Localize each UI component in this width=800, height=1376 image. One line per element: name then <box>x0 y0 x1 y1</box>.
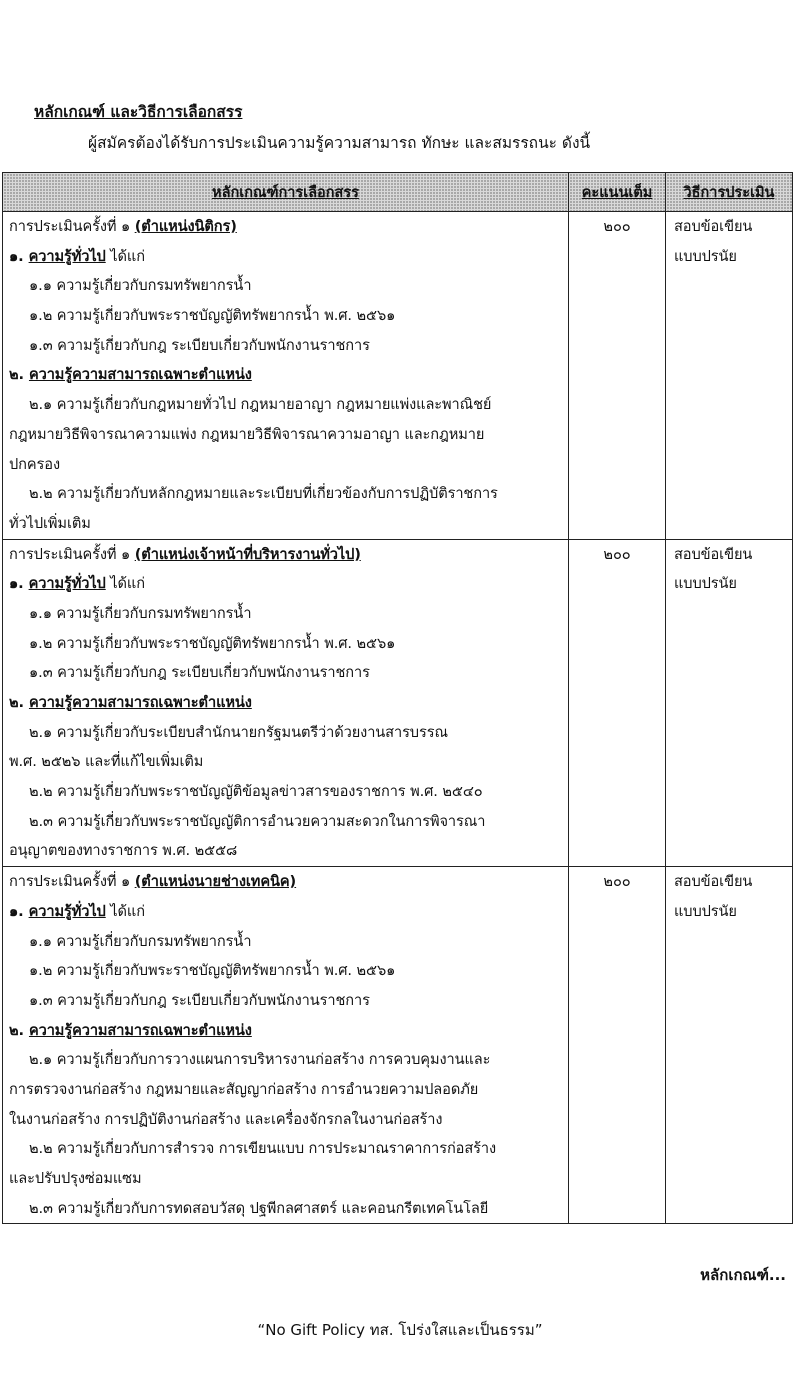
section-method-cell <box>666 867 793 1224</box>
header-full-score: คะแนนเต็ม <box>569 173 666 212</box>
general-knowledge-item: ๑.๓ ความรู้เกี่ยวกับกฎ ระเบียบเกี่ยวกับพนักงานราชการ <box>29 991 370 1009</box>
general-knowledge-title: ความรู้ทั่วไป <box>28 575 106 593</box>
criteria-heading: หลักเกณฑ์ และวิธีการเลือกสรร <box>34 103 243 121</box>
assessment-method-line: สอบข้อเขียน <box>674 218 753 235</box>
specific-knowledge-title: ความรู้ความสามารถเฉพาะตำแหน่ง <box>28 694 252 711</box>
section-position: (ตำแหน่งนิติกร) <box>134 218 237 235</box>
general-knowledge-suffix: ได้แก่ <box>105 902 145 920</box>
general-knowledge-heading <box>3 242 568 272</box>
general-knowledge-item: ๑.๒ ความรู้เกี่ยวกับพระราชบัญญัติทรัพยากรน้ำ พ.ศ. ๒๕๖๑ <box>29 962 396 980</box>
assessment-method-line: แบบปรนัย <box>674 902 737 920</box>
section-title-prefix: การประเมินครั้งที่ ๑ <box>9 218 135 235</box>
general-knowledge-heading <box>3 569 568 599</box>
item-number: ๑. <box>9 575 29 593</box>
full-score-value: ๒๐๐ <box>603 873 631 891</box>
specific-knowledge-item-continued: ในงานก่อสร้าง การปฏิบัติงานก่อสร้าง และเครื่องจักรกลในงานก่อสร้าง <box>9 1110 443 1128</box>
general-knowledge-item: ๑.๑ ความรู้เกี่ยวกับกรมทรัพยากรน้ำ <box>29 932 252 950</box>
criteria-table-body <box>3 212 793 1224</box>
specific-knowledge-item-continued: พ.ศ. ๒๕๒๖ และที่แก้ไขเพิ่มเติม <box>9 753 204 771</box>
general-knowledge-suffix: ได้แก่ <box>105 247 145 265</box>
section-criteria-cell <box>3 867 569 1224</box>
assessment-method-line: แบบปรนัย <box>674 575 737 593</box>
general-knowledge-item: ๑.๓ ความรู้เกี่ยวกับกฎ ระเบียบเกี่ยวกับพนักงานราชการ <box>29 664 370 682</box>
section-position: (ตำแหน่งเจ้าหน้าที่บริหารงานทั่วไป) <box>134 545 361 563</box>
general-knowledge-item: ๑.๒ ความรู้เกี่ยวกับพระราชบัญญัติทรัพยากรน้ำ พ.ศ. ๒๕๖๑ <box>29 634 396 652</box>
general-knowledge-item: ๑.๓ ความรู้เกี่ยวกับกฎ ระเบียบเกี่ยวกับพนักงานราชการ <box>29 336 370 354</box>
specific-knowledge-item-continued: อนุญาตของทางราชการ พ.ศ. ๒๕๕๘ <box>9 842 238 860</box>
specific-knowledge-item-continued: การตรวจงานก่อสร้าง กฎหมายและสัญญาก่อสร้าง การอำนวยความปลอดภัย <box>9 1080 479 1098</box>
header-criteria: หลักเกณฑ์การเลือกสรร <box>3 173 569 212</box>
section-position: (ตำแหน่งนายช่างเทคนิค) <box>134 873 297 891</box>
header-method: วิธีการประเมิน <box>666 173 793 212</box>
general-knowledge-title: ความรู้ทั่วไป <box>28 247 106 265</box>
specific-knowledge-title: ความรู้ความสามารถเฉพาะตำแหน่ง <box>28 366 252 384</box>
specific-knowledge-item-continued: ปกครอง <box>9 455 60 473</box>
section-title <box>3 540 568 570</box>
specific-knowledge-item: ๒.๒ ความรู้เกี่ยวกับการสำรวจ การเขียนแบบ การประมาณราคาการก่อสร้าง <box>29 1140 497 1158</box>
item-number: ๒. <box>9 1021 29 1039</box>
section-title <box>3 867 568 897</box>
general-knowledge-item: ๑.๑ ความรู้เกี่ยวกับกรมทรัพยากรน้ำ <box>29 277 252 295</box>
specific-knowledge-item: ๒.๓ ความรู้เกี่ยวกับพระราชบัญญัติการอำนวยความสะดวกในการพิจารณา <box>29 812 486 830</box>
specific-knowledge-item-continued: ทั่วไปเพิ่มเติม <box>9 514 91 532</box>
table-header-row <box>3 173 793 212</box>
section-title <box>3 212 568 242</box>
item-number: ๑. <box>9 247 29 265</box>
specific-knowledge-item-continued: และปรับปรุงซ่อมแซม <box>9 1170 142 1187</box>
criteria-table <box>2 172 793 1224</box>
specific-knowledge-heading <box>3 688 568 718</box>
continuation-text: หลักเกณฑ์... <box>700 1266 786 1284</box>
assessment-method-line: สอบข้อเขียน <box>674 873 753 891</box>
intro-text: ผู้สมัครต้องได้รับการประเมินความรู้ความสามารถ ทักษะ และสมรรถนะ ดังนี้ <box>88 134 591 152</box>
section-row <box>3 539 793 867</box>
section-row <box>3 212 793 540</box>
section-row <box>3 867 793 1224</box>
general-knowledge-item: ๑.๒ ความรู้เกี่ยวกับพระราชบัญญัติทรัพยากรน้ำ พ.ศ. ๒๕๖๑ <box>29 307 396 325</box>
specific-knowledge-item: ๒.๒ ความรู้เกี่ยวกับพระราชบัญญัติข้อมูลข่าวสารของราชการ พ.ศ. ๒๕๔๐ <box>29 783 483 801</box>
specific-knowledge-title: ความรู้ความสามารถเฉพาะตำแหน่ง <box>28 1021 252 1039</box>
section-title-prefix: การประเมินครั้งที่ ๑ <box>9 545 135 563</box>
general-knowledge-item: ๑.๑ ความรู้เกี่ยวกับกรมทรัพยากรน้ำ <box>29 604 252 622</box>
section-score-cell <box>569 539 666 867</box>
general-knowledge-title: ความรู้ทั่วไป <box>28 902 106 920</box>
full-score-value: ๒๐๐ <box>603 545 631 563</box>
specific-knowledge-heading <box>3 1016 568 1046</box>
assessment-method-line: แบบปรนัย <box>674 247 737 265</box>
specific-knowledge-item: ๒.๑ ความรู้เกี่ยวกับระเบียบสำนักนายกรัฐมนตรีว่าด้วยงานสารบรรณ <box>29 723 448 741</box>
section-method-cell <box>666 539 793 867</box>
section-criteria-cell <box>3 539 569 867</box>
slogan: “No Gift Policy ทส. โปร่งใสและเป็นธรรม” <box>257 1321 543 1339</box>
specific-knowledge-item-continued: กฎหมายวิธีพิจารณาความแพ่ง กฎหมายวิธีพิจารณาความอาญา และกฎหมาย <box>9 425 485 443</box>
section-score-cell <box>569 212 666 540</box>
specific-knowledge-item: ๒.๑ ความรู้เกี่ยวกับกฎหมายทั่วไป กฎหมายอาญา กฎหมายแพ่งและพาณิชย์ <box>29 396 492 414</box>
section-title-prefix: การประเมินครั้งที่ ๑ <box>9 873 135 891</box>
section-score-cell <box>569 867 666 1224</box>
assessment-method-line: สอบข้อเขียน <box>674 545 753 563</box>
item-number: ๒. <box>9 366 29 384</box>
general-knowledge-heading <box>3 897 568 927</box>
specific-knowledge-item: ๒.๑ ความรู้เกี่ยวกับการวางแผนการบริหารงานก่อสร้าง การควบคุมงานและ <box>29 1051 491 1069</box>
specific-knowledge-heading <box>3 360 568 390</box>
specific-knowledge-item: ๒.๒ ความรู้เกี่ยวกับหลักกฎหมายและระเบียบที่เกี่ยวข้องกับการปฏิบัติราชการ <box>29 485 498 503</box>
item-number: ๒. <box>9 694 29 711</box>
full-score-value: ๒๐๐ <box>603 218 631 235</box>
section-method-cell <box>666 212 793 540</box>
general-knowledge-suffix: ได้แก่ <box>105 575 145 593</box>
item-number: ๑. <box>9 902 29 920</box>
section-criteria-cell <box>3 212 569 540</box>
specific-knowledge-item: ๒.๓ ความรู้เกี่ยวกับการทดสอบวัสดุ ปฐพีกลศาสตร์ และคอนกรีตเทคโนโลยี <box>29 1199 489 1217</box>
